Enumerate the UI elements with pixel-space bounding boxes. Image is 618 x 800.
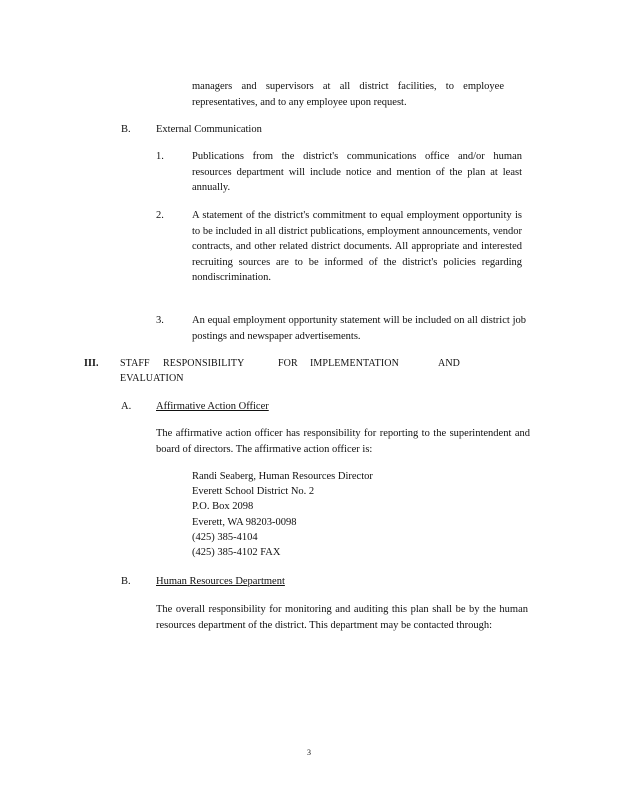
section-iii-title-word: IMPLEMENTATION (310, 358, 399, 369)
subsection-b-label: B. (121, 576, 131, 587)
address-line: (425) 385-4102 FAX (192, 547, 281, 559)
list-item-text: An equal employment opportunity statement will be included on all district job postings and newspaper advertisements. (192, 315, 526, 342)
list-item-number: 1. (156, 151, 164, 162)
section-b-label: B. (121, 124, 131, 135)
section-iii-title-word: RESPONSIBILITY (163, 358, 245, 369)
address-line: (425) 385-4104 (192, 531, 258, 543)
section-iii-title-word: AND (438, 358, 460, 369)
address-line: Everett, WA 98203-0098 (192, 516, 297, 528)
officer-address-block (192, 469, 373, 560)
page-number: 3 (307, 748, 311, 757)
address-line: Everett School District No. 2 (192, 486, 315, 498)
list-item-number: 3. (156, 315, 164, 326)
subsection-a-title: Affirmative Action Officer (156, 401, 269, 412)
section-iii-title-line2: EVALUATION (120, 373, 184, 384)
list-item-text: Publications from the district's communications office and/or human resources department will include notice and mention of the plan at least annually. (192, 151, 522, 193)
subsection-a-label: A. (121, 401, 132, 412)
list-item-number: 2. (156, 210, 164, 221)
list-item-text: A statement of the district's commitment to equal employment opportunity is to be included in all district publications, employment announcements, vendor contracts, and other related district documents. All appropriate and interested recruiting sources are to be informed of the district's policies regarding nondiscrimination. (192, 210, 522, 283)
section-iii-title-word: FOR (278, 358, 298, 369)
address-line: P.O. Box 2098 (192, 501, 254, 513)
address-line: Randi Seaberg, Human Resources Director (192, 471, 373, 482)
subsection-a-paragraph: The affirmative action officer has responsibility for reporting to the superintendent and board of directors. The affirmative action officer is: (156, 428, 530, 455)
subsection-b-title: Human Resources Department (156, 576, 285, 587)
subsection-b-paragraph: The overall responsibility for monitoring and auditing this plan shall be by the human resources department of the district. This department may be contacted through: (156, 604, 528, 631)
section-iii-numeral: III. (84, 358, 99, 369)
section-iii-title-word: STAFF (120, 358, 150, 369)
continued-paragraph: managers and supervisors at all district facilities, to employee representatives, and to any employee upon request. (192, 81, 504, 108)
section-b-title: External Communication (156, 124, 262, 135)
